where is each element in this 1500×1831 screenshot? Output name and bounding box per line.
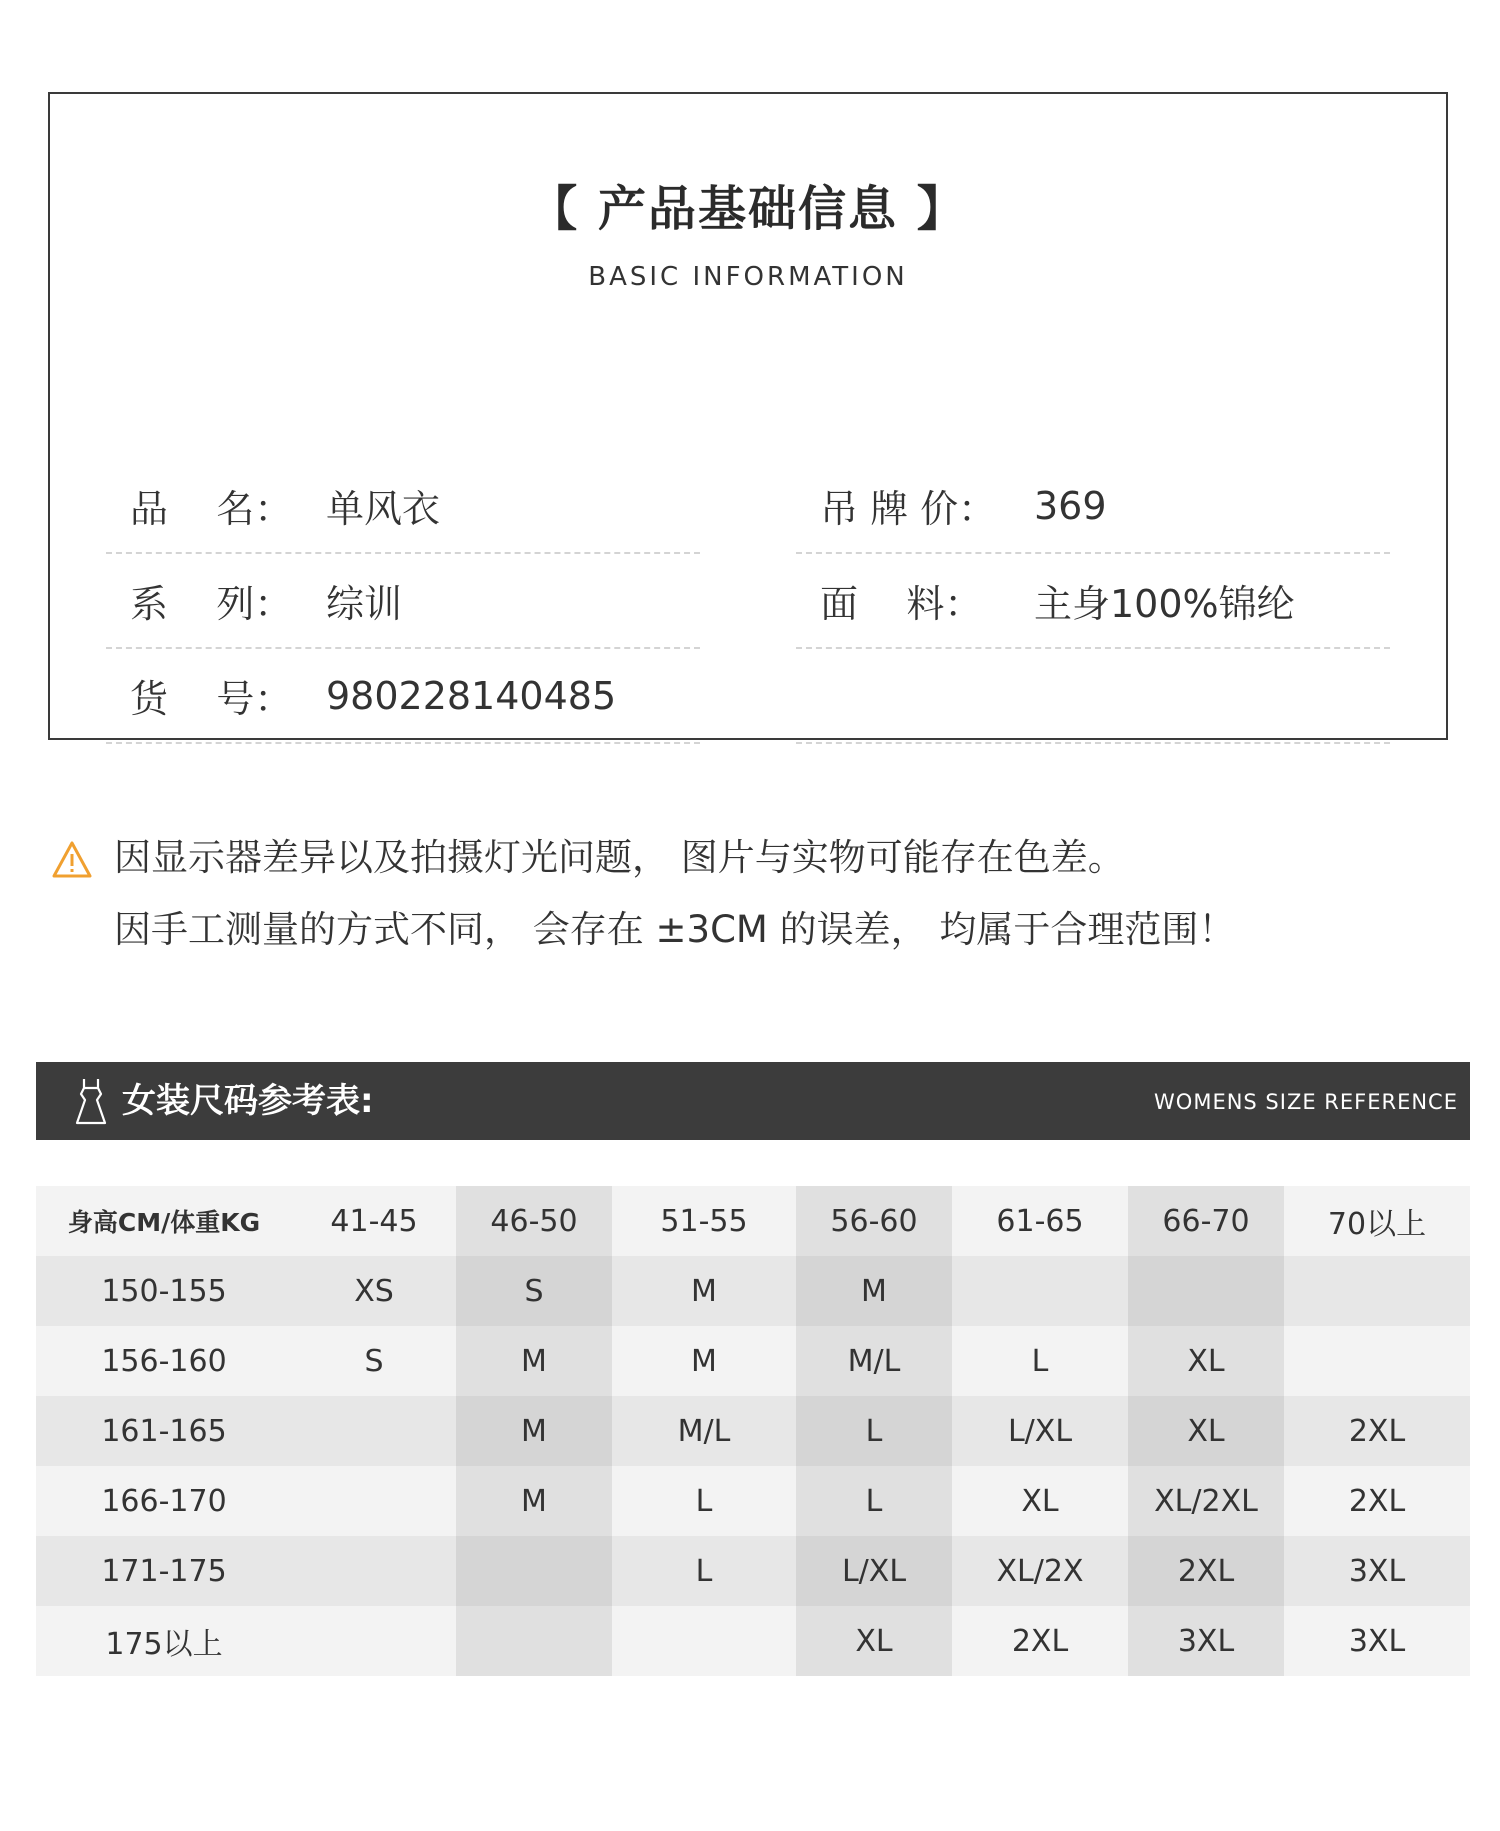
info-label: 品 名： (130, 487, 293, 531)
warning-icon (52, 840, 92, 880)
size-cell: XL/2X (952, 1536, 1128, 1606)
size-cell: XL (796, 1606, 952, 1676)
height-cell: 171-175 (36, 1536, 292, 1606)
size-cell (456, 1536, 612, 1606)
size-cell: M/L (612, 1396, 796, 1466)
size-cell: M (456, 1396, 612, 1466)
size-cell: M (612, 1326, 796, 1396)
height-cell: 156-160 (36, 1326, 292, 1396)
dress-icon (74, 1076, 108, 1126)
info-label: 面 料： (820, 582, 983, 626)
weight-header: 70以上 (1284, 1186, 1470, 1256)
size-cell: 3XL (1284, 1606, 1470, 1676)
notice-line-1 (52, 822, 1452, 894)
info-value: 单风衣 (326, 487, 441, 531)
size-cell: M (796, 1256, 952, 1326)
table-row (36, 1326, 1470, 1396)
size-cell: XS (292, 1256, 456, 1326)
size-chart-title: 女装尺码参考表: (122, 1081, 374, 1121)
size-chart-subtitle: WOMENS SIZE REFERENCE (1154, 1090, 1458, 1114)
size-cell (292, 1466, 456, 1536)
info-label: 吊 牌 价： (820, 487, 997, 531)
size-table (36, 1186, 1470, 1676)
size-cell (1284, 1256, 1470, 1326)
weight-header: 51-55 (612, 1186, 796, 1256)
weight-header: 66-70 (1128, 1186, 1284, 1256)
size-chart-header (36, 1062, 1470, 1140)
size-cell: M (456, 1466, 612, 1536)
size-cell: XL (1128, 1396, 1284, 1466)
size-cell (292, 1536, 456, 1606)
color-measure-notice (52, 822, 1452, 966)
info-label: 系 列： (130, 582, 293, 626)
info-value: 综训 (326, 582, 403, 626)
size-cell (1284, 1326, 1470, 1396)
product-info-box (48, 92, 1448, 740)
size-cell: S (292, 1326, 456, 1396)
table-corner-cell: 身高CM/体重KG (36, 1186, 292, 1256)
weight-header: 46-50 (456, 1186, 612, 1256)
size-cell: L/XL (796, 1536, 952, 1606)
size-cell: XL (1128, 1326, 1284, 1396)
height-cell: 175以上 (36, 1606, 292, 1676)
size-cell: L (796, 1466, 952, 1536)
size-cell (612, 1606, 796, 1676)
info-row-fabric (796, 554, 1390, 649)
height-cell: 161-165 (36, 1396, 292, 1466)
table-header-row (36, 1186, 1470, 1256)
size-cell: XL/2XL (1128, 1466, 1284, 1536)
size-cell: M (612, 1256, 796, 1326)
size-cell: 3XL (1128, 1606, 1284, 1676)
size-cell: XL (952, 1466, 1128, 1536)
table-row (36, 1396, 1470, 1466)
info-subtitle: BASIC INFORMATION (588, 262, 908, 292)
info-value: 980228140485 (326, 673, 617, 718)
height-cell: 166-170 (36, 1466, 292, 1536)
size-cell (1128, 1256, 1284, 1326)
notice-text-2: 因手工测量的方式不同， 会存在 ±3CM 的误差， 均属于合理范围！ (114, 908, 1236, 951)
size-cell: L (796, 1396, 952, 1466)
size-cell: 2XL (952, 1606, 1128, 1676)
notice-line-2 (52, 894, 1452, 966)
size-cell (952, 1256, 1128, 1326)
size-cell: 3XL (1284, 1536, 1470, 1606)
info-row-series (106, 554, 700, 649)
notice-text-1: 因显示器差异以及拍摄灯光问题， 图片与实物可能存在色差。 (114, 836, 1125, 879)
table-row (36, 1256, 1470, 1326)
info-row-sku (106, 649, 700, 744)
weight-header: 56-60 (796, 1186, 952, 1256)
size-cell: L (612, 1536, 796, 1606)
weight-header: 41-45 (292, 1186, 456, 1256)
size-cell: L (952, 1326, 1128, 1396)
info-row-empty (796, 649, 1390, 744)
info-label: 货 号： (130, 677, 293, 721)
size-cell: M/L (796, 1326, 952, 1396)
size-cell: L/XL (952, 1396, 1128, 1466)
size-cell: 2XL (1284, 1396, 1470, 1466)
height-cell: 150-155 (36, 1256, 292, 1326)
size-cell: L (612, 1466, 796, 1536)
info-title: 【 产品基础信息 】 (529, 181, 967, 237)
table-row (36, 1536, 1470, 1606)
info-value: 369 (1034, 483, 1107, 528)
table-row (36, 1606, 1470, 1676)
size-cell: 2XL (1284, 1466, 1470, 1536)
size-cell (292, 1606, 456, 1676)
size-cell (456, 1606, 612, 1676)
size-cell: S (456, 1256, 612, 1326)
size-cell: M (456, 1326, 612, 1396)
info-value: 主身100%锦纶 (1034, 582, 1295, 626)
size-cell (292, 1396, 456, 1466)
table-row (36, 1466, 1470, 1536)
info-row-name (106, 459, 700, 554)
weight-header: 61-65 (952, 1186, 1128, 1256)
info-row-price (796, 459, 1390, 554)
size-cell: 2XL (1128, 1536, 1284, 1606)
